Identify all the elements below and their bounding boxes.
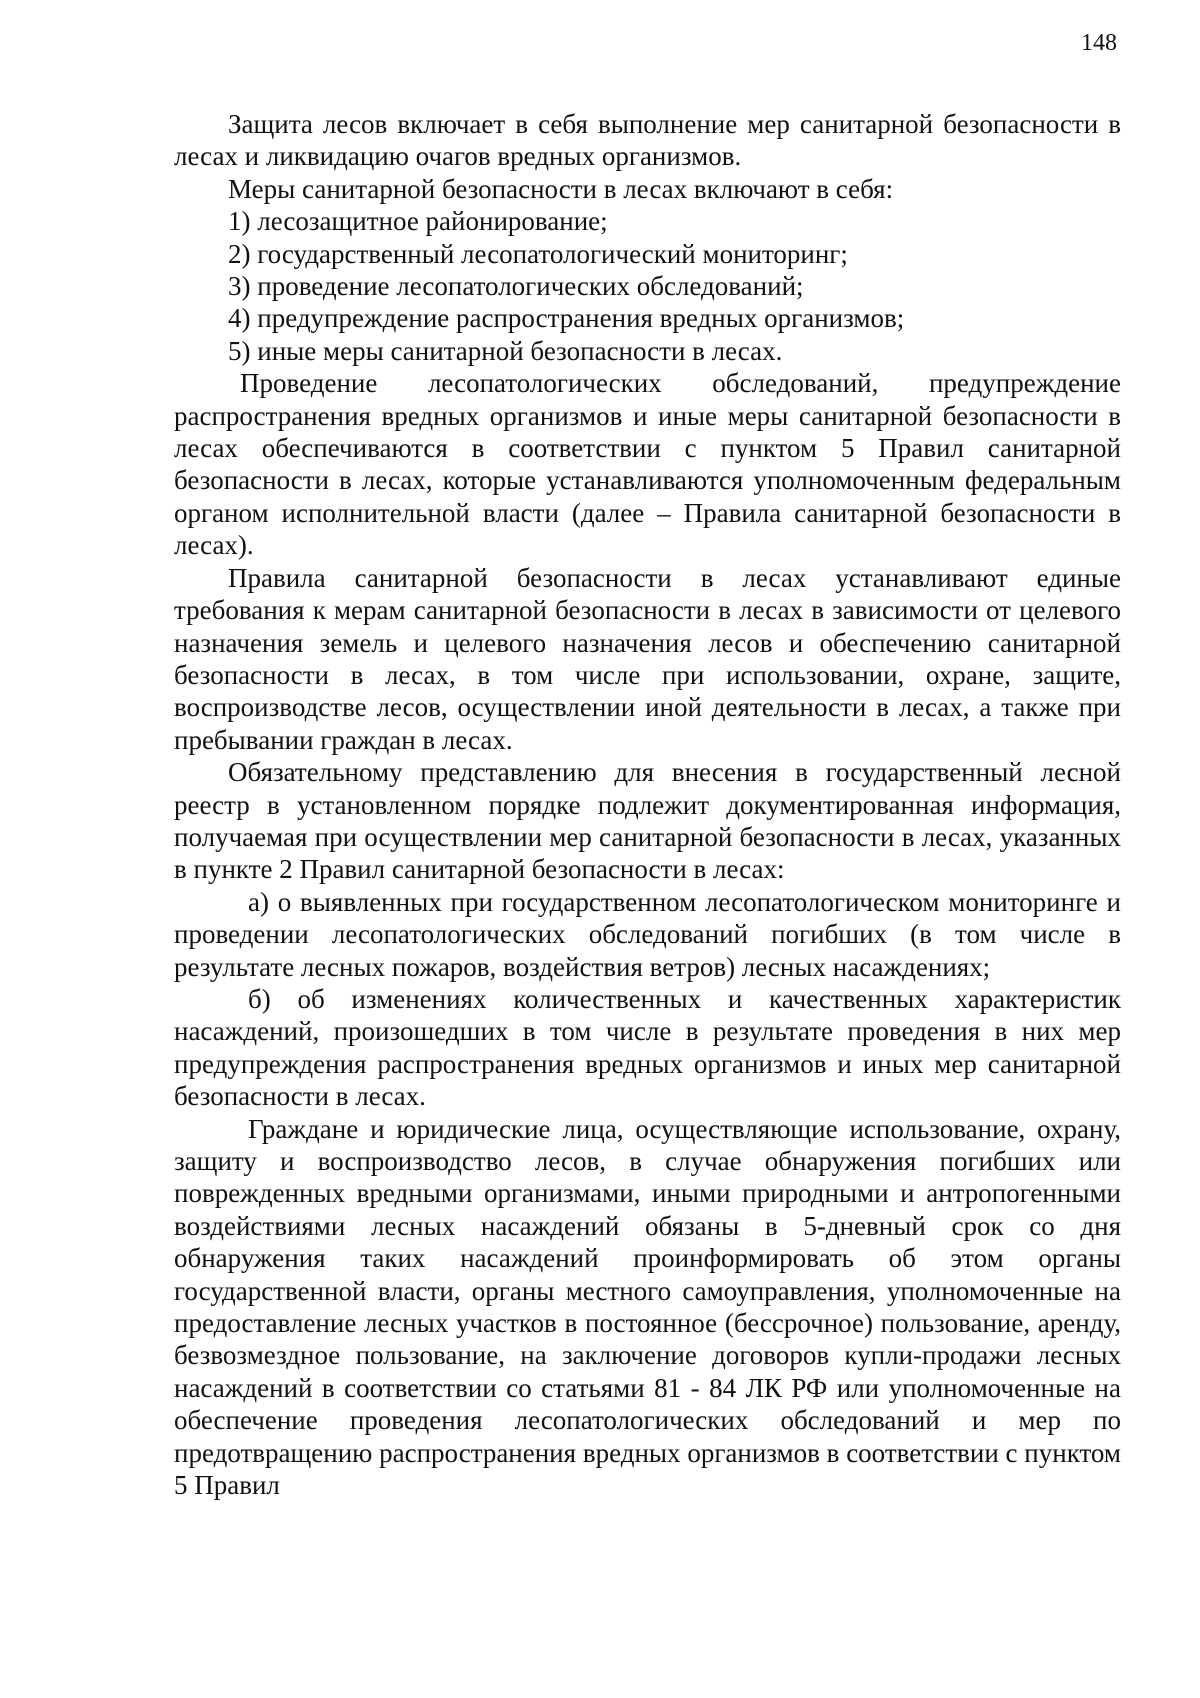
- paragraph-citizens-obligations: Граждане и юридические лица, осуществляющие использование, охрану, защиту и воспроизводство лесов, в случае обнаружения погибших или поврежденных вредными организмами, иными природными и антропогенными воздействиями лесных насаждений обязаны в 5-дневный срок со дня обнаружения таких насаждений проинформировать об этом органы государственной власти, органы местного самоуправления, уполномоченные на предоставление лесных участков в постоянное (бессрочное) пользование, аренду, безвозмездное пользование, на заключение договоров купли-продажи лесных насаждений в соответствии со статьями 81 - 84 ЛК РФ или уполномоченные на обеспечение проведения лесопатологических обследований и мер по предотвращению распространения вредных организмов в соответствии с пунктом 5 Правил: [174, 1113, 1121, 1501]
- document-body: [174, 108, 1121, 1501]
- paragraph-sanitary-measures-intro: Меры санитарной безопасности в лесах включают в себя:: [228, 173, 894, 204]
- list-item: 5) иные меры санитарной безопасности в лесах.: [228, 335, 783, 366]
- paragraph-sanitary-rules: Правила санитарной безопасности в лесах устанавливают единые требования к мерам санитарной безопасности в лесах в зависимости от целевого назначения земель и целевого назначения лесов и обеспечению санитарной безопасности в лесах, в том числе при использовании, охране, защите, воспроизводстве лесов, осуществлении иной деятельности в лесах, а также при пребывании граждан в лесах.: [174, 562, 1121, 755]
- paragraph-item-a: а) о выявленных при государственном лесопатологическом мониторинге и проведении лесопатологических обследований погибших (в том числе в результате лесных пожаров, воздействия ветров) лесных насаждениях;: [174, 886, 1121, 982]
- list-item: 4) предупреждение распространения вредных организмов;: [228, 303, 905, 334]
- list-item: 3) проведение лесопатологических обследований;: [228, 271, 804, 302]
- paragraph-mandatory-reporting: Обязательному представлению для внесения в государственный лесной реестр в установленном порядке подлежит документированная информация, получаемая при осуществлении мер санитарной безопасности в лесах, указанных в пункте 2 Правил санитарной безопасности в лесах:: [174, 757, 1121, 885]
- list-item: 1) лесозащитное районирование;: [228, 206, 608, 237]
- paragraph-surveys: Проведение лесопатологических обследований, предупреждение распространения вредных организмов и иные меры санитарной безопасности в лесах обеспечиваются в соответствии с пунктом 5 Правил санитарной безопасности в лесах, которые устанавливаются уполномоченным федеральным органом исполнительной власти (далее – Правила санитарной безопасности в лесах).: [174, 368, 1121, 561]
- page-number: 148: [1081, 30, 1117, 56]
- sanitary-measures-list: [174, 205, 1121, 367]
- list-item: 2) государственный лесопатологический мониторинг;: [228, 238, 848, 269]
- paragraph-forest-protection: Защита лесов включает в себя выполнение мер санитарной безопасности в лесах и ликвидацию очагов вредных организмов.: [174, 109, 1121, 172]
- paragraph-item-b: б) об изменениях количественных и качественных характеристик насаждений, произошедших в том числе в результате проведения в них мер предупреждения распространения вредных организмов и иных мер санитарной безопасности в лесах.: [174, 983, 1121, 1112]
